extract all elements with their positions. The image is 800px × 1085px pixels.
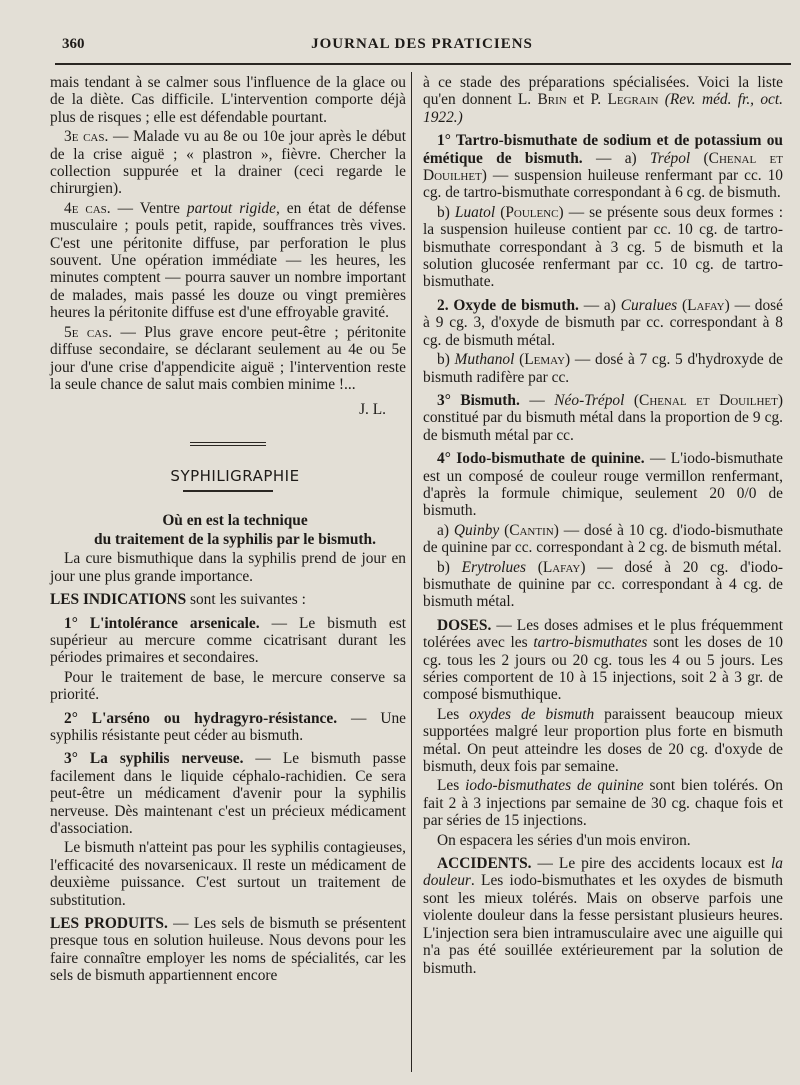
paragraph: à ce stade des préparations spécialisées. Voici la liste qu'en donnent L. Brin et P. Legrain (Rev. méd. fr., oct. 1922.) (423, 74, 783, 126)
paragraph: Pour le traitement de base, le mercure conserve sa priorité. (50, 668, 406, 704)
right-column (423, 74, 783, 979)
indication-2: 2° L'arséno ou hydragyro-résistance. — Une syphilis résistante peut céder au bismuth. (50, 709, 406, 744)
page-number: 360 (62, 36, 85, 52)
column-divider (411, 72, 412, 1072)
case-5-paragraph (50, 324, 406, 394)
item-1b: b) Luatol (Poulenc) — se présente sous deux formes : la suspension huileuse contient par cc. 10 cg. de tartro-bismuthate correspondant à 3 cg. 5 de bismuth et la solution glucosée renfermant par cc. 10 cg. de tartro-bismuthate. (423, 203, 783, 291)
item-4b: b) Erytrolues (Lafay) — dosé à 20 cg. d'iodo-bismuthate de quinine par cc. correspondant à 4 cg. de bismuth métal. (423, 558, 784, 611)
case-3-paragraph (50, 128, 406, 198)
header-rule (55, 63, 791, 65)
accidents-paragraph: ACCIDENTS. — Le pire des accidents locaux est la douleur. Les iodo-bismuthates et les oxydes de bismuth sont les mieux tolérés. Mais on observe parfois une violente douleur dans la fesse persistant plusieurs heures. L'injection sera bien intramusculaire avec une aiguille qui n'a pas été souillée extérieurement par la solution de bismuth. (423, 855, 783, 977)
paragraph: mais tendant à se calmer sous l'influence de la glace ou de la diète. Cas difficile. L'intervention comporte déjà plus de risques ; elle est défendable pourtant. (50, 74, 406, 126)
case-label: 5e cas. (64, 323, 113, 341)
article-subtitle: du traitement de la syphilis par le bismuth. (94, 530, 376, 548)
case-4-paragraph (50, 200, 406, 322)
item-2: 2. Oxyde de bismuth. — a) Curalues (Lafay) — dosé à 9 cg. 3, d'oxyde de bismuth par cc. correspondant à 8 cg. de bismuth métal. (423, 296, 783, 349)
section-title: SYPHILIGRAPHIE (170, 467, 300, 486)
products-paragraph: LES PRODUITS. — Les sels de bismuth se présentent presque tous en solution huileuse. Nous devons pour les faire connaître employer les noms de spécialités, car les sels de bismuth appartiennent encore (50, 915, 406, 985)
item-4: 4° Iodo-bismuthate de quinine. — L'iodo-bismuthate est un composé de couleur rouge vermillon renfermant, d'après la formule chimique, seulement 20 0/0 de bismuth. (423, 450, 783, 520)
text: — Malade vu au 8e ou 10e jour après le début de la crise aiguë ; « plastron », fièvre. Chercher la collection suppurée et la drainer (ceci regarde le chirurgien). (50, 128, 406, 198)
paragraph: La cure bismuthique dans la syphilis prend de jour en jour une plus grande importance. (50, 550, 406, 585)
section-separator (50, 433, 406, 450)
item-4a: a) Quinby (Cantin) — dosé à 10 cg. d'iodo-bismuthate de quinine par cc. correspondant à 2 cg. de bismuth métal. (423, 521, 784, 557)
emphasis: partout rigide (186, 199, 276, 217)
text: — Ventre (110, 199, 187, 217)
case-label: 3e cas. (64, 128, 109, 146)
paragraph: Les iodo-bismuthates de quinine sont bien tolérés. On fait 2 à 3 injections par semaine de 30 cg. chaque fois et par séries de 15 injections. (423, 777, 783, 830)
left-column (50, 74, 406, 987)
journal-title: JOURNAL DES PRATICIENS (311, 36, 533, 52)
item-2b: b) Muthanol (Lemay) — dosé à 7 cg. 5 d'hydroxyde de bismuth radifère par cc. (423, 351, 783, 386)
doses-paragraph: DOSES. — Les doses admises et le plus fréquemment tolérées avec les tartro-bismuthates sont les doses de 10 cg. tous les 2 jours ou 20 cg. tous les 4 ou 5 jours. Les séries comportent de 10 à 15 injections, soit 2 à 3 gr. de composé bismuthique. (423, 616, 784, 704)
page-header (62, 34, 782, 58)
section-rule (183, 490, 273, 492)
article-title: Où en est la technique (162, 511, 308, 529)
item-3: 3° Bismuth. — Néo-Trépol (Chenal et Douilhet) constitué par du bismuth métal dans la proportion de 9 cg. de bismuth métal par cc. (423, 391, 783, 444)
item-1: 1° Tartro-bismuthate de sodium et de potassium ou émétique de bismuth. — a) Trépol (Chenal et Douilhet) — suspension huileuse renfermant par cc. 10 cg. de tartro-bismuthate correspondant à 6 cg. de bismuth. (423, 132, 783, 202)
signature: J. L. (359, 401, 386, 419)
text: , en état de défense musculaire ; pouls petit, rapide, souffrances très vives. C'est une péritonite diffuse, par perforation le plus souvent. Une opération immédiate — les heures, les minutes comptent — pourra sauver un nombre important de malades, mais passé les douze ou vingt premières heures la péritonite diffuse est d'une effroyable gravité. (50, 199, 407, 322)
indications-heading: LES INDICATIONS sont les suivantes : (50, 591, 306, 609)
paragraph: On espacera les séries d'un mois environ. (437, 831, 691, 849)
indication-3: 3° La syphilis nerveuse. — Le bismuth passe facilement dans le liquide céphalo-rachidien. Ce sera peut-être un médicament d'avenir pour la syphilis nerveuse. Dès maintenant c'est un précieux médicament d'association. (50, 750, 406, 838)
paragraph: Le bismuth n'atteint pas pour les syphilis contagieuses, l'efficacité des novarsenicaux. Il reste un médicament de deuxième puissance. C'est surtout un traitement de substitution. (50, 839, 406, 909)
case-label: 4e cas. (64, 199, 111, 217)
paragraph: Les oxydes de bismuth paraissent beaucoup mieux supportées malgré leur proportion plus forte en bismuth métal. On peut atteindre les doses de 20 cg. d'oxyde de bismuth, deux fois par semaine. (423, 705, 783, 776)
indication-1: 1° L'intolérance arsenicale. — Le bismuth est supérieur au mercure comme cicatrisant durant les périodes primaires et secondaires. (50, 614, 406, 667)
text: — Plus grave encore peut-être ; péritonite diffuse secondaire, se déclarant seulement au 4e ou 5e jour d'une crise d'appendicite aiguë ; l'intervention reste la seule chance de salut mais combien minime !... (50, 323, 406, 393)
